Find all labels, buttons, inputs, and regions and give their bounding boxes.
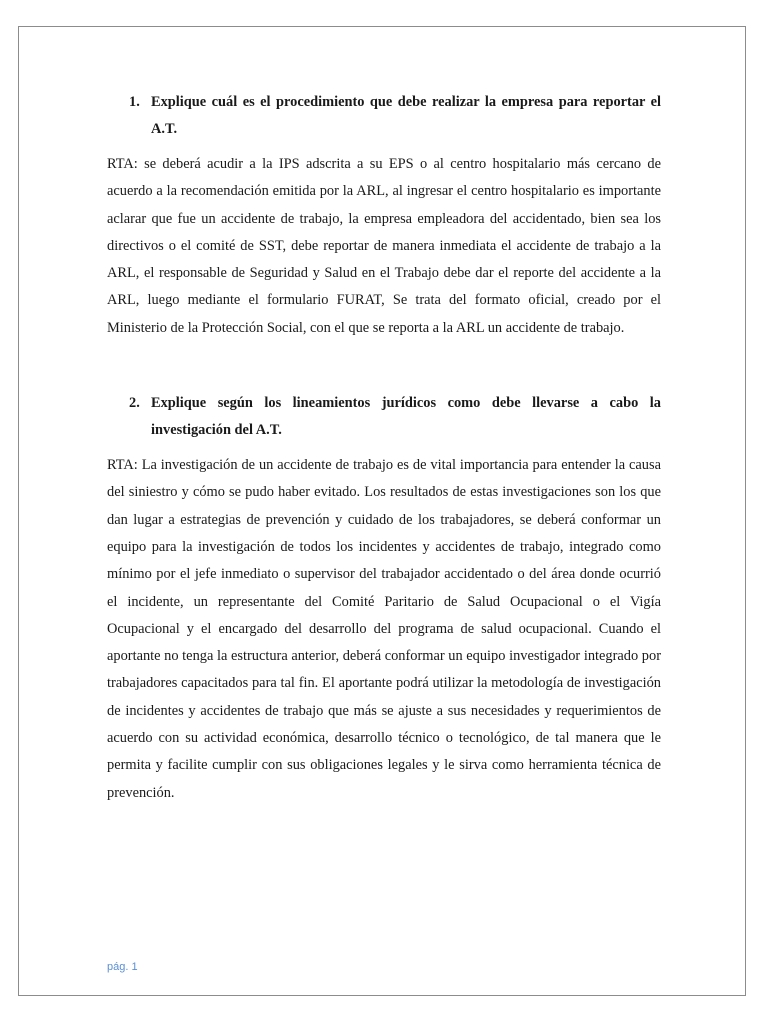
page-number: pág. 1 (107, 961, 138, 973)
answer-2: RTA: La investigación de un accidente de trabajo es de vital importancia para entender la causa del siniestro y cómo se pudo haber evitado. Los resultados de estas investigaciones son los que dan lugar a estrategias de prevención y cuidado de los trabajadores, se deberá conformar un equipo para la investigación de todos los incidentes y accidentes de trabajo, integrado como mínimo por el jefe inmediato o supervisor del trabajador accidentado o del área donde ocurrió el incidente, un representante del Comité Paritario de Salud Ocupacional o el Vigía Ocupacional y el encargado del desarrollo del programa de salud ocupacional. Cuando el aportante no tenga la estructura anterior, deberá conformar un equipo investigador integrado por trabajadores capacitados para tal fin. El aportante podrá utilizar la metodología de investigación de incidentes y accidentes de trabajo que más se ajuste a sus necesidades y requerimientos de acuerdo con su actividad económica, desarrollo técnico o tecnológico, de tal manera que le permita y facilite cumplir con sus obligaciones legales y le sirva como herramienta técnica de prevención. (107, 457, 661, 801)
question-2-text: Explique según los lineamientos jurídicos como debe llevarse a cabo la investigación del A.T. (151, 395, 661, 439)
document-page (18, 26, 746, 996)
answer-1: RTA: se deberá acudir a la IPS adscrita a su EPS o al centro hospitalario más cercano de acuerdo a la recomendación emitida por la ARL, al ingresar el centro hospitalario es importante aclarar que fue un accidente de trabajo, la empresa empleadora del accidentado, bien sea los directivos o el comité de SST, debe reportar de manera inmediata el accidente de trabajo a la ARL, el responsable de Seguridad y Salud en el Trabajo debe dar el reporte del accidente a la ARL, luego mediante el formulario FURAT, Se trata del formato oficial, creado por el Ministerio de la Protección Social, con el que se reporta a la ARL un accidente de trabajo. (107, 156, 661, 336)
question-1 (107, 89, 661, 143)
question-2 (107, 390, 661, 444)
question-1-number: 1. (129, 94, 140, 110)
question-2-number: 2. (129, 395, 140, 412)
document-body (107, 89, 661, 807)
question-1-text: Explique cuál es el procedimiento que debe realizar la empresa para reportar el A.T. (151, 94, 661, 137)
